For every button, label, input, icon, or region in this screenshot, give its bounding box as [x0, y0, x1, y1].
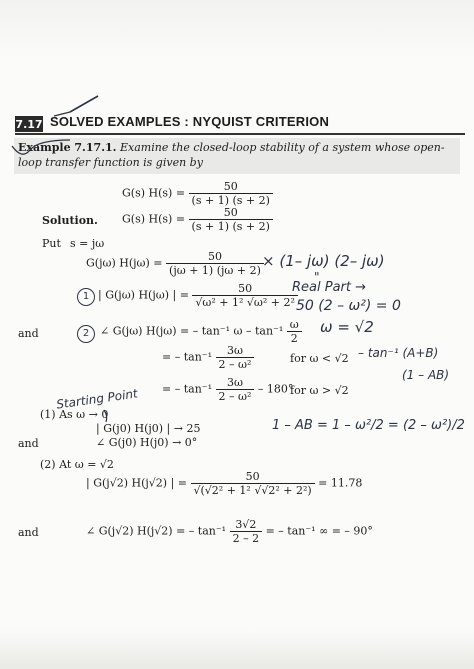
hw-quote: " [314, 270, 320, 284]
put-label: Put [42, 237, 61, 250]
case2-phase-lhs: ∠ G(j√2) H(j√2) = – tan⁻¹ [86, 524, 227, 538]
magnitude-num: 50 [192, 282, 298, 296]
checkmark-stroke [12, 140, 70, 154]
magnitude-lhs: | G(jω) H(jω) | = [98, 288, 189, 302]
case2-mag-den: √(√2² + 1² √√2² + 2²) [193, 484, 312, 497]
case1-label: (1) As ω → 0 [40, 408, 109, 421]
hw-multiplier: × (1– jω) (2– jω) [262, 252, 385, 270]
phase2-lhs: = – tan⁻¹ [162, 350, 212, 364]
phase-frac-num: ω [287, 318, 302, 332]
magnitude-den: √ω² + 1² √ω² + 2² [195, 296, 295, 309]
hw-tan-note: – tan⁻¹ (A+B) [358, 346, 439, 360]
phase3-tail: – 180° [257, 382, 294, 396]
example-label: Example 7.17.1. [18, 141, 117, 154]
gjw-den: (jω + 1) (jω + 2) [169, 264, 261, 277]
example-tf-num: 50 [189, 180, 273, 194]
tick-stroke-2 [54, 112, 70, 116]
phase-lhs: ∠ G(jω) H(jω) = – tan⁻¹ ω – tan⁻¹ [100, 324, 284, 338]
tick-stroke-1 [70, 96, 98, 112]
phase3-lhs: = – tan⁻¹ [162, 382, 212, 396]
phase3-condition: for ω > √2 [290, 384, 349, 397]
section-number: 7.17 [15, 117, 43, 131]
circle-marker-2: 2 [77, 325, 95, 343]
case2-mag-result: = 11.78 [318, 476, 363, 490]
arrow-down-stroke [104, 410, 107, 422]
case2-mag-num: 50 [191, 470, 315, 484]
page-bottom-shadow [0, 630, 474, 669]
phase2-condition: for ω < √2 [290, 352, 349, 365]
case2-mag-lhs: | G(j√2) H(j√2) | = [86, 476, 187, 490]
phase3-den: 2 – ω² [218, 390, 252, 403]
and-label-2: and [18, 437, 39, 450]
and-label-3: and [18, 526, 39, 539]
phase2-num: 3ω [216, 344, 255, 358]
circle-marker-1: 1 [77, 288, 95, 306]
section-title: SOLVED EXAMPLES : NYQUIST CRITERION [50, 114, 330, 129]
example-tf-den: (s + 1) (s + 2) [191, 194, 270, 207]
hw-real-part: Real Part → [292, 280, 367, 295]
put-expr: s = jω [70, 237, 105, 250]
solution-tf-num: 50 [189, 206, 273, 220]
phase2-den: 2 – ω² [218, 358, 252, 371]
hw-starting-point: Starting Point [55, 386, 139, 412]
hw-one-minus-ab: 1 – AB = 1 – ω²/2 = (2 – ω²)/2 [272, 418, 465, 433]
case1-magnitude: | G(j0) H(j0) | → 25 [96, 422, 201, 435]
example-text: Examine the closed-loop stability of a system whose open-loop transfer function is given by [18, 141, 445, 169]
solution-tf-lhs: G(s) H(s) = [122, 212, 186, 226]
hw-real-part-eq: 50 (2 – ω²) = 0 [296, 298, 401, 314]
case2-phase-den: 2 – 2 [232, 532, 260, 545]
hw-omega-eq: ω = √2 [320, 318, 374, 336]
case2-phase-num: 3√2 [230, 518, 263, 532]
gjw-lhs: G(jω) H(jω) = [86, 256, 163, 270]
and-label-1: and [18, 327, 39, 340]
phase-frac-den: 2 [290, 332, 298, 345]
phase3-num: 3ω [216, 376, 255, 390]
hw-tan-note-den: (1 – AB) [402, 368, 450, 382]
case2-phase-result: = – tan⁻¹ ∞ = – 90° [265, 524, 373, 538]
case2-label: (2) At ω = √2 [40, 458, 114, 471]
solution-label: Solution. [42, 214, 98, 227]
example-tf-lhs: G(s) H(s) = [122, 186, 186, 200]
gjw-num: 50 [166, 250, 264, 264]
case1-phase: ∠ G(j0) H(j0) → 0° [96, 436, 198, 449]
solution-tf-den: (s + 1) (s + 2) [191, 220, 270, 233]
